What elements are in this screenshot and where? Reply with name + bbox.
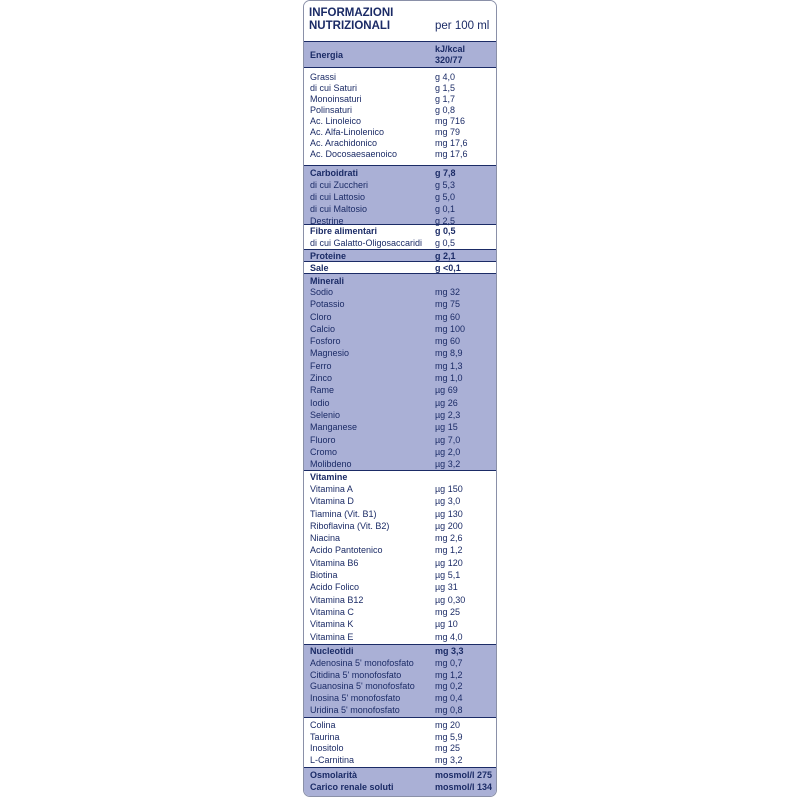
- nutrient-row: [304, 521, 496, 533]
- nutrient-value: mg 3,3: [435, 646, 464, 656]
- osmolarity-section: [304, 767, 496, 797]
- nutrient-row: [304, 570, 496, 582]
- nutrient-row: [304, 127, 496, 138]
- nutrient-row: [304, 336, 496, 348]
- nutrient-value: mg 25: [435, 606, 461, 617]
- nutrient-value: g 7,8: [435, 168, 456, 178]
- salt-row: [304, 261, 496, 273]
- nutrient-value: µg 200: [435, 520, 463, 531]
- energy-value: 320/77: [435, 55, 463, 65]
- nutrient-row: [304, 509, 496, 521]
- nutrient-row: [304, 287, 496, 299]
- nutrient-name: Biotina: [310, 570, 338, 581]
- nutrient-value: mg 0,2: [435, 681, 463, 692]
- nutrient-value: g 2,5: [435, 216, 456, 226]
- nutrient-row: [304, 422, 496, 434]
- nutrient-name: L-Carnitina: [310, 754, 355, 765]
- nutrient-name: Adenosina 5' monofosfato: [310, 657, 414, 668]
- nutrient-value: mg 8,9: [435, 348, 463, 359]
- nutrient-name: Fluoro: [310, 434, 336, 445]
- nutrient-name: Manganese: [310, 422, 358, 433]
- nutrient-name: Vitamina K: [310, 619, 354, 630]
- nutrient-value: g 4,0: [435, 72, 456, 82]
- energy-unit: kJ/kcal: [435, 44, 466, 54]
- nutrient-name: Nucleotidi: [310, 646, 354, 656]
- label-header: [304, 1, 496, 41]
- vitamins-title: Vitamine: [310, 472, 348, 482]
- nutrient-row: [304, 607, 496, 619]
- nutrient-row: [304, 192, 496, 204]
- nutrient-value: mg 4,0: [435, 631, 463, 642]
- nutrient-row: [304, 619, 496, 631]
- nutrient-name: Acido Pantotenico: [310, 545, 383, 556]
- nutrient-value: mg 1,0: [435, 373, 463, 384]
- nutrient-row: [304, 743, 496, 755]
- nutrient-value: mosmol/l 134: [435, 782, 493, 792]
- nutrient-value: mg 32: [435, 287, 461, 297]
- nutrient-value: mg 20: [435, 720, 461, 730]
- nutrient-row: [304, 447, 496, 459]
- label-title: INFORMAZIONI NUTRIZIONALI: [309, 7, 394, 32]
- nutrient-row: [304, 533, 496, 545]
- nutrient-value: mg 17,6: [435, 138, 468, 148]
- nutrient-row: [304, 545, 496, 557]
- nutrient-value: µg 0,30: [435, 594, 466, 605]
- nutrient-name: Calcio: [310, 323, 336, 334]
- nutrient-row: [304, 138, 496, 149]
- nutrient-value: mg 1,2: [435, 669, 463, 680]
- nutrient-row: [304, 435, 496, 447]
- nutrient-row: [304, 94, 496, 105]
- minerals-section: [304, 273, 496, 470]
- nutrient-value: mg 0,8: [435, 704, 463, 715]
- nutrient-name: Carico renale soluti: [310, 782, 394, 792]
- nutrient-name: Polinsaturi: [310, 105, 353, 115]
- nutrient-name: Inositolo: [310, 743, 344, 753]
- nutrient-row: [304, 582, 496, 594]
- nutrient-name: Acido Folico: [310, 582, 360, 593]
- nutrient-value: µg 69: [435, 385, 458, 396]
- nutrient-value: g 5,3: [435, 180, 456, 190]
- nutrient-value: µg 31: [435, 582, 458, 593]
- minerals-title: Minerali: [310, 276, 345, 286]
- nucleotides-section: [304, 644, 496, 717]
- nutrient-name: Cloro: [310, 311, 332, 322]
- nutrient-value: µg 150: [435, 484, 463, 494]
- nutrient-name: di cui Zuccheri: [310, 180, 369, 190]
- nutrient-name: Fibre alimentari: [310, 226, 378, 236]
- nutrient-row: [304, 770, 496, 782]
- nutrient-value: mg 60: [435, 336, 461, 347]
- fibre-section: [304, 224, 496, 249]
- carbohydrate-section: [304, 165, 496, 224]
- nutrient-row: [304, 410, 496, 422]
- nutrient-name: Citidina 5' monofosfato: [310, 669, 402, 680]
- energy-name: Energia: [310, 50, 344, 60]
- nutrient-name: Molibdeno: [310, 459, 352, 470]
- nutrient-name: Vitamina B12: [310, 594, 364, 605]
- nutrient-row: [304, 385, 496, 397]
- nutrient-row: [304, 226, 496, 238]
- nutrient-name: Selenio: [310, 409, 341, 420]
- nutrient-row: [304, 670, 496, 682]
- nutrient-row: [304, 72, 496, 83]
- nutrient-name: Riboflavina (Vit. B2): [310, 520, 390, 531]
- nutrient-row: [304, 658, 496, 670]
- nutrient-name: Colina: [310, 720, 336, 730]
- nutrient-value: µg 15: [435, 422, 458, 433]
- nutrient-value: µg 130: [435, 508, 463, 519]
- nutrient-value: µg 5,1: [435, 570, 461, 581]
- nutrient-row: [304, 732, 496, 744]
- nutrient-name: Monoinsaturi: [310, 94, 362, 104]
- nutrient-row: [304, 105, 496, 116]
- nutrient-value: µg 26: [435, 397, 458, 408]
- nutrient-name: di cui Lattosio: [310, 192, 366, 202]
- nutrient-name: Ac. Arachidonico: [310, 138, 378, 148]
- nutrient-value: mg 75: [435, 299, 461, 310]
- nutrient-row: [304, 361, 496, 373]
- nutrient-value: g 5,0: [435, 192, 456, 202]
- nutrient-row: [304, 83, 496, 94]
- nutrient-row: [304, 204, 496, 216]
- nutrient-row: [304, 558, 496, 570]
- nutrient-value: µg 3,2: [435, 459, 461, 470]
- nutrient-value: mg 0,7: [435, 657, 463, 668]
- nutrient-row: [304, 782, 496, 794]
- energy-row: [304, 41, 496, 67]
- nutrient-value: mg 2,6: [435, 533, 463, 544]
- nutrient-name: Carboidrati: [310, 168, 359, 178]
- nutrient-name: Cromo: [310, 446, 338, 457]
- nutrient-name: Vitamina E: [310, 631, 354, 642]
- nutrient-value: mosmol/l 275: [435, 770, 493, 780]
- nutrient-name: Vitamina C: [310, 606, 354, 617]
- nutrient-name: Taurina: [310, 731, 340, 742]
- nutrient-value: mg 0,4: [435, 693, 463, 704]
- nutrient-row: [304, 312, 496, 324]
- nutrient-value: g 1,5: [435, 83, 456, 93]
- nutrient-name: di cui Galatto-Oligosaccaridi: [310, 237, 423, 248]
- protein-value: g 2,1: [435, 251, 456, 261]
- nutrient-name: Iodio: [310, 397, 330, 408]
- vitamins-section: [304, 470, 496, 644]
- nutrient-row: [304, 681, 496, 693]
- nutrient-row: [304, 595, 496, 607]
- protein-row: [304, 249, 496, 261]
- nutrient-row: [304, 238, 496, 250]
- nutrient-value: µg 10: [435, 619, 458, 630]
- nutrient-row: [304, 693, 496, 705]
- nutrient-value: mg 100: [435, 323, 466, 334]
- nutrient-name: di cui Maltosio: [310, 204, 368, 214]
- nutrient-row: [304, 168, 496, 180]
- nutrient-name: Rame: [310, 385, 335, 396]
- nutrient-name: Vitamina A: [310, 484, 353, 494]
- nutrient-row: [304, 116, 496, 127]
- nutrient-row: [304, 755, 496, 767]
- nutrient-row: [304, 484, 496, 496]
- nutrient-row: [304, 180, 496, 192]
- nutrient-value: g 0,5: [435, 237, 456, 248]
- nutrient-name: Ferro: [310, 360, 332, 371]
- salt-name: Sale: [310, 263, 329, 273]
- nutrient-value: mg 60: [435, 311, 461, 322]
- other-nutrients-section: [304, 717, 496, 767]
- nutrient-value: mg 17,6: [435, 149, 468, 159]
- nutrient-name: Zinco: [310, 373, 333, 384]
- nutrient-value: mg 1,3: [435, 360, 463, 371]
- nutrient-row: [304, 705, 496, 717]
- nutrient-name: Magnesio: [310, 348, 350, 359]
- nutrient-value: mg 79: [435, 127, 461, 137]
- nutrient-value: g 0,8: [435, 105, 456, 115]
- label-unit: per 100 ml: [435, 20, 490, 32]
- nutrient-name: Inosina 5' monofosfato: [310, 693, 401, 704]
- nutrient-name: Vitamina D: [310, 496, 354, 507]
- nutrient-row: [304, 496, 496, 508]
- nutrient-value: mg 25: [435, 743, 461, 753]
- nutrient-row: [304, 720, 496, 732]
- nutrient-row: [304, 324, 496, 336]
- nutrient-value: µg 120: [435, 557, 463, 568]
- protein-name: Proteine: [310, 251, 347, 261]
- nutrient-row: [304, 149, 496, 160]
- nutrient-name: Sodio: [310, 287, 334, 297]
- fat-section: [304, 67, 496, 165]
- nutrient-name: Vitamina B6: [310, 557, 359, 568]
- nutrient-value: µg 2,3: [435, 409, 461, 420]
- nutrient-value: g 0,1: [435, 204, 456, 214]
- nutrient-name: Ac. Alfa-Linolenico: [310, 127, 385, 137]
- nutrient-value: µg 7,0: [435, 434, 461, 445]
- nutrient-name: Osmolarità: [310, 770, 358, 780]
- nutrient-row: [304, 299, 496, 311]
- nutrient-name: Fosforo: [310, 336, 341, 347]
- nutrient-value: µg 3,0: [435, 496, 461, 507]
- nutrition-label: [303, 0, 497, 797]
- nutrient-name: di cui Saturi: [310, 83, 358, 93]
- nutrient-row: [304, 646, 496, 658]
- salt-value: g <0,1: [435, 263, 461, 273]
- nutrient-value: mg 1,2: [435, 545, 463, 556]
- nutrient-name: Ac. Linoleico: [310, 116, 362, 126]
- nutrient-name: Destrine: [310, 216, 344, 226]
- nutrient-value: mg 3,2: [435, 754, 463, 765]
- nutrient-name: Uridina 5' monofosfato: [310, 704, 400, 715]
- nutrient-row: [304, 348, 496, 360]
- nutrient-value: g 0,5: [435, 226, 456, 236]
- nutrient-value: µg 2,0: [435, 446, 461, 457]
- nutrient-value: g 1,7: [435, 94, 456, 104]
- nutrient-name: Tiamina (Vit. B1): [310, 508, 377, 519]
- nutrient-name: Grassi: [310, 72, 337, 82]
- nutrient-row: [304, 373, 496, 385]
- nutrient-row: [304, 632, 496, 644]
- nutrient-name: Guanosina 5' monofosfato: [310, 681, 415, 692]
- nutrient-value: mg 5,9: [435, 731, 463, 742]
- nutrient-name: Potassio: [310, 299, 345, 310]
- nutrient-name: Niacina: [310, 533, 341, 544]
- nutrient-name: Ac. Docosaesaenoico: [310, 149, 398, 159]
- nutrient-row: [304, 398, 496, 410]
- nutrient-value: mg 716: [435, 116, 466, 126]
